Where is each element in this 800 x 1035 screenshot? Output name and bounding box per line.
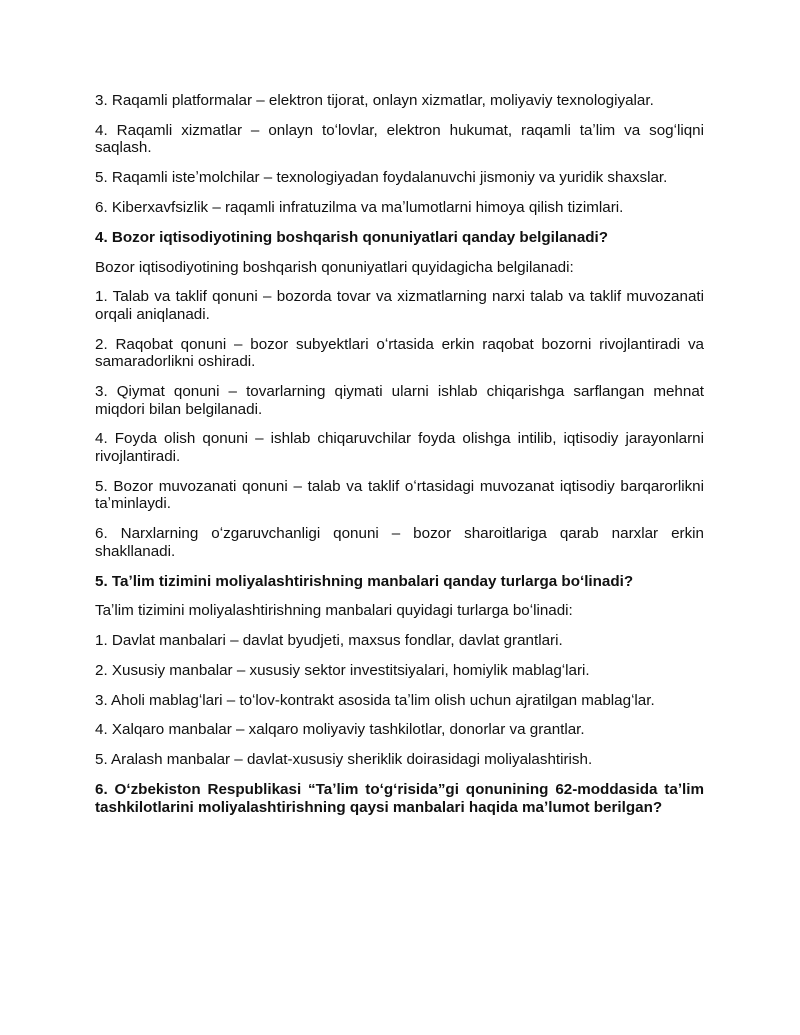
list-item: 3. Qiymat qonuni – tovarlarning qiymati ularni ishlab chiqarishga sarflangan mehnat miqdori bilan belgilanadi.	[95, 383, 704, 418]
list-item: 6. Narxlarning oʻzgaruvchanligi qonuni – bozor sharoitlariga qarab narxlar erkin shakllanadi.	[95, 525, 704, 560]
list-item: 6. Kiberxavfsizlik – raqamli infratuzilma va maʼlumotlarni himoya qilish tizimlari.	[95, 198, 624, 216]
list-item: 5. Raqamli isteʼmolchilar – texnologiyadan foydalanuvchi jismoniy va yuridik shaxslar.	[95, 169, 668, 187]
list-item: 3. Raqamli platformalar – elektron tijorat, onlayn xizmatlar, moliyaviy texnologiyalar.	[95, 92, 654, 109]
list-item: 1. Davlat manbalari – davlat byudjeti, maxsus fondlar, davlat grantlari.	[95, 632, 563, 650]
intro-text: Bozor iqtisodiyotining boshqarish qonuniyatlari quyidagicha belgilanadi:	[95, 258, 574, 276]
list-item: 3. Aholi mablagʻlari – toʻlov-kontrakt asosida taʼlim olish uchun ajratilgan mablagʻlar.	[95, 691, 655, 709]
section-heading: 4. Bozor iqtisodiyotining boshqarish qonuniyatlari qanday belgilanadi?	[95, 228, 609, 246]
list-item: 2. Raqobat qonuni – bozor subyektlari oʻrtasida erkin raqobat bozorni rivojlantiradi va samaradorlikni oshiradi.	[95, 335, 704, 371]
list-item: 4. Foyda olish qonuni – ishlab chiqaruvchilar foyda olishga intilib, iqtisodiy jarayonlarni rivojlantiradi.	[95, 430, 704, 465]
list-item: 2. Xususiy manbalar – xususiy sektor investitsiyalari, homiylik mablagʻlari.	[95, 661, 590, 679]
list-item: 5. Bozor muvozanati qonuni – talab va taklif oʻrtasidagi muvozanat iqtisodiy barqarorlikni taʼminlaydi.	[95, 477, 704, 513]
list-item: 5. Aralash manbalar – davlat-xususiy sheriklik doirasidagi moliyalashtirish.	[95, 751, 593, 769]
document-page	[95, 92, 704, 828]
list-item: 1. Talab va taklif qonuni – bozorda tovar va xizmatlarning narxi talab va taklif muvozanati orqali aniqlanadi.	[95, 288, 704, 323]
intro-text: Taʼlim tizimini moliyalashtirishning manbalari quyidagi turlarga boʻlinadi:	[95, 602, 573, 620]
section-heading: 5. Taʼlim tizimini moliyalashtirishning manbalari qanday turlarga boʻlinadi?	[95, 572, 634, 590]
list-item: 4. Raqamli xizmatlar – onlayn toʻlovlar, elektron hukumat, raqamli taʼlim va sogʻliqni saqlash.	[95, 121, 704, 157]
section-heading: 6. Oʻzbekiston Respublikasi “Taʼlim toʻgʻrisida”gi qonunining 62-moddasida taʼlim tashkilotlarini moliyalashtirishning qaysi manbalari haqida maʼlumot berilgan?	[95, 781, 704, 816]
list-item: 4. Xalqaro manbalar – xalqaro moliyaviy tashkilotlar, donorlar va grantlar.	[95, 721, 585, 739]
